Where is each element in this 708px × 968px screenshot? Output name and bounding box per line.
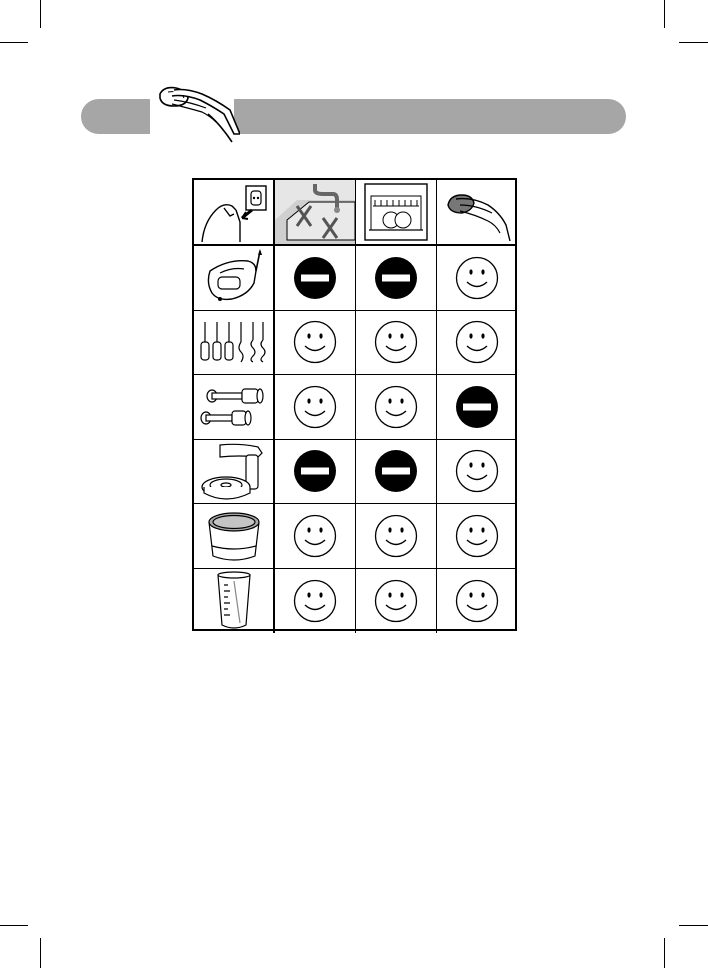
row-header-beaters (194, 311, 275, 376)
column-header-dishwasher (356, 180, 437, 246)
row-header-beaker (194, 569, 275, 634)
no-entry-icon (374, 256, 418, 300)
unplug-icon (196, 182, 272, 242)
table-cell (356, 375, 437, 440)
table-cell (356, 246, 437, 311)
row-header-stand-base (194, 440, 275, 505)
smiley-face-icon (374, 385, 418, 429)
crop-mark (0, 42, 28, 43)
no-entry-icon (374, 449, 418, 493)
smiley-face-icon (374, 514, 418, 558)
table-cell (437, 375, 517, 440)
crop-mark (0, 925, 28, 926)
crop-mark (679, 42, 708, 43)
table-cell (437, 504, 517, 569)
smiley-face-icon (293, 385, 337, 429)
wipe-cloth-icon (442, 183, 512, 241)
smiley-face-icon (455, 320, 499, 364)
smiley-face-icon (293, 514, 337, 558)
dishwasher-icon (361, 182, 431, 242)
beaters-and-hooks-icon (197, 320, 271, 364)
crop-mark (664, 938, 665, 968)
blender-shaft-icon (198, 384, 270, 430)
table-cell (275, 311, 356, 376)
table-cell (356, 311, 437, 376)
no-entry-icon (455, 385, 499, 429)
stand-base-icon (198, 441, 270, 501)
smiley-face-icon (455, 579, 499, 623)
smiley-face-icon (455, 514, 499, 558)
no-water-immersion-icon (275, 180, 355, 244)
row-header-blender-shaft (194, 375, 275, 440)
table-cell (437, 246, 517, 311)
row-header-bowl (194, 504, 275, 569)
column-header-wipe (437, 180, 517, 246)
hand-mixer-body-icon (198, 249, 270, 307)
table-cell (356, 504, 437, 569)
table-cell (275, 246, 356, 311)
crop-mark (664, 0, 665, 28)
crop-mark (40, 0, 41, 28)
smiley-face-icon (455, 449, 499, 493)
crop-mark (679, 925, 708, 926)
table-cell (275, 440, 356, 505)
table-cell (437, 569, 517, 634)
column-header-no-immersion (275, 180, 356, 246)
measuring-beaker-icon (214, 571, 254, 631)
smiley-face-icon (374, 579, 418, 623)
table-cell (275, 504, 356, 569)
column-header-unplug (194, 180, 275, 246)
table-cell (356, 569, 437, 634)
smiley-face-icon (293, 579, 337, 623)
smiley-face-icon (374, 320, 418, 364)
smiley-face-icon (455, 256, 499, 300)
table-cell (437, 440, 517, 505)
table-cell (356, 440, 437, 505)
table-cell (275, 569, 356, 634)
hand-wiping-cloth-icon (150, 80, 240, 146)
row-header-mixer-body (194, 246, 275, 311)
no-entry-icon (293, 256, 337, 300)
mixing-bowl-icon (203, 508, 265, 564)
crop-mark (40, 938, 41, 968)
table-cell (275, 375, 356, 440)
cleaning-table (192, 178, 517, 631)
table-cell (437, 311, 517, 376)
smiley-face-icon (293, 320, 337, 364)
no-entry-icon (293, 449, 337, 493)
